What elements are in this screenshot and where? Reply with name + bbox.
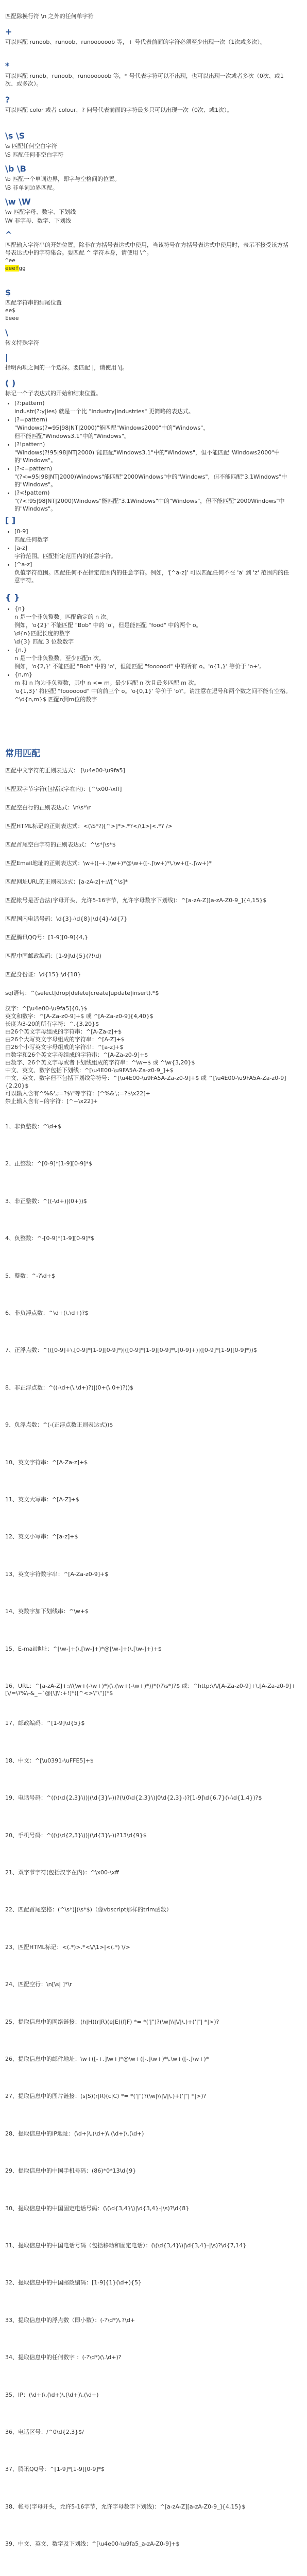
dollar-desc: 匹配字符串的结尾位置: [5, 299, 62, 306]
numbered-regex-item: 39、中文、英文、数字及下划线：^[\u4e00-\u9fa5_a-zA-Z0-9]+$: [5, 2540, 180, 2548]
paren-desc: 标记一个子表达式的开始和结束位置。: [5, 390, 101, 397]
word-section: [5, 197, 294, 225]
numbered-regex-item: 12、英文小写串：^[a-z]+$: [5, 1533, 78, 1540]
paren-symbol: ( ): [5, 378, 16, 388]
numbered-regex-item: 31、提取信息中的中国电话号码（包括移动和固定电话）：(\(\d{3,4}\)|\d{3,4}-|\s)?\d{7,14}: [5, 2242, 247, 2249]
pipe-section: [5, 352, 294, 371]
escape-symbol: \: [5, 328, 8, 337]
common-more-item: 中文、英文、数字包括下划线：^[\u4E00-\u9FA5A-Za-z0-9_]+$: [5, 1067, 174, 1074]
numbered-regex-item: 33、提取信息中的浮点数（即小数）：(-?\d*)\.?\d+: [5, 2316, 135, 2324]
numbered-regex-item: 35、IP：(\d+)\.(\d+)\.(\d+)\.(\d+): [5, 2391, 99, 2398]
word-line2: \W 非字母、数字、下划线: [5, 217, 72, 224]
common-match-heading: 常用匹配: [5, 749, 40, 759]
numbered-regex-item: 19、电话号码：^((\(\d{2,3}\))|(\d{3}\-))?(\(0\d{2,3}\)|0\d{2,3}-)?[1-9]\d{6,7}(\-\d{1,4})?$: [5, 1794, 262, 1802]
brace-item: \d{3} 匹配 3 位数数字: [14, 638, 74, 645]
word-line1: \w 匹配字母、数字、下划线: [5, 209, 76, 215]
common-more-item: 中文、英文、数字但不包括下划线等符号：^[\u4E00-\u9FA5A-Za-z0-9]+$ 或 ^[\u4E00-\u9FA5A-Za-z0-9]{2,20}$: [5, 1075, 286, 1089]
paren-item: "(?<=95|98|NT|2000)Windows"能匹配"2000Windows"中的"Windows"，但不能匹配"3.1Windows"中的"Windows"。: [14, 473, 287, 488]
escape-desc: 转义特殊字符: [5, 340, 39, 346]
brace-item: 例如，'o{2,}' 不能匹配 "Bob" 中的 'o'，但能匹配 "foooood" 中的所有 o。'o{1,}' 等价于 'o+'。: [14, 663, 265, 670]
common-item: 匹配网址URL的正则表达式：[a-zA-z]+://[^\s]*: [5, 878, 128, 885]
numbered-regex-item: 29、提取信息中的中国手机号码：(86)*0*13\d{9}: [5, 2167, 137, 2175]
numbered-regex-item: 1、非负整数：^\d+$: [5, 1123, 62, 1130]
numbered-regex-item: 4、负整数：^-[0-9]*[1-9][0-9]*$: [5, 1235, 94, 1242]
common-more-item: 由26个英文字母组成的字符串：^[A-Za-z]+$: [5, 1028, 122, 1035]
brace-item: • {n}: [14, 605, 294, 613]
dollar-example-full: Eeee: [5, 315, 19, 321]
common-more-item: sql语句：^(select|drop|delete|create|update|insert).*$: [5, 990, 159, 996]
common-more-item: 长度为3-20的所有字符：^.{3,20}$: [5, 1021, 99, 1027]
paren-item: • (?!pattern): [14, 440, 294, 448]
dollar-example-pattern: ee$: [5, 307, 15, 314]
common-item: 匹配国内电话号码：\d{3}-\d{8}|\d{4}-\d{7}: [5, 916, 128, 922]
paren-item: • (?<!pattern): [14, 489, 294, 497]
numbered-regex-item: 36、电话区号：/^0\d{2,3}$/: [5, 2429, 84, 2435]
common-more-item: 由26个小写英文字母组成的字符串：^[a-z]+$: [5, 1044, 124, 1050]
caret-example-pattern: ^ee: [5, 257, 15, 264]
common-more-item: 汉字：^[\u4e00-\u9fa5]{0,}$: [5, 1005, 88, 1012]
common-more-item: 英文和数字：^[A-Za-z0-9]+$ 或 ^[A-Za-z0-9]{4,40}$: [5, 1013, 154, 1020]
caret-symbol: ^: [5, 230, 12, 240]
brace-item: • {n,}: [14, 646, 294, 654]
bracket-list: [5, 528, 294, 584]
bracket-symbol: [ ]: [5, 515, 16, 525]
brace-item: 例如，'o{2}' 不能匹配 "Bob" 中的 'o'，但是能匹配 "food" 中的两个 o。: [14, 622, 202, 629]
numbered-regex-item: 24、匹配空行：\n[\s| ]*\r: [5, 1981, 72, 1988]
bracket-item: • [0-9]: [14, 528, 294, 535]
numbered-regex-item: 8、非正浮点数：^((-\d+(\.\d+)?)|(0+(\.0+)?))$: [5, 1384, 134, 1391]
paren-item: "Windows(?=95|98|NT|2000)"能匹配"Windows2000"中的"Windows"，: [14, 425, 209, 431]
paren-item: • (?:pattern): [14, 399, 294, 407]
bracket-section: [5, 515, 294, 585]
numbered-regex-item: 2、正整数：^[0-9]*[1-9][0-9]*$: [5, 1160, 92, 1167]
star-section: [5, 61, 294, 88]
numbered-regex-item: 23、匹配HTML标记：<(.*)>.*<\/\1>|<(.*) \/>: [5, 1943, 130, 1951]
numbered-regex-item: 25、提取信息中的网络链接：(h|H)(r|R)(e|E)(f|F) *= *('|")?(\w|\\|\/|\.)+('|"| *|>)?: [5, 2018, 219, 2025]
numbered-regex-item: 20、手机号码：^((\(\d{2,3}\))|(\d{3}\-))?13\d{9}$: [5, 1832, 147, 1839]
numbered-regex-item: 11、英文大写串：^[A-Z]+$: [5, 1496, 79, 1503]
caret-example-rest: gg: [19, 265, 26, 272]
caret-section: [5, 230, 294, 272]
common-item: 匹配中文字符的正则表达式： [\u4e00-\u9fa5]: [5, 767, 125, 774]
numbered-regex-item: 22、匹配首尾空格：(^\s*)|(\s*$)（像vbscript那样的trim函数）: [5, 1906, 172, 1913]
plus-symbol: +: [5, 27, 12, 37]
dollar-example-text: [5, 314, 294, 322]
common-more-item: 禁止输入含有~的字符：[^~\x22]+: [5, 1098, 98, 1105]
escape-section: [5, 328, 294, 347]
common-more-item: [5, 997, 294, 1005]
numbered-regex-item: 13、英文字符数字串：^[A-Za-z0-9]+$: [5, 1570, 109, 1578]
common-item: 匹配首尾空白字符的正则表达式：^\s*|\s*$: [5, 841, 116, 848]
common-item: 匹配双字节字符(包括汉字在内)：[^\x00-\xff]: [5, 786, 122, 792]
numbered-regex-item: 30、提取信息中的中国固定电话号码：(\(\d{3,4}\)|\d{3,4}-|\s)?\d{8}: [5, 2205, 190, 2212]
numbered-regex-item: 27、提取信息中的图片链接：(s|S)(r|R)(c|C) *= *('|")?(\w|\\|\/|\.)+('|"| *|>)?: [5, 2093, 207, 2100]
numbered-regex-item: 17、邮政编码：^[1-9]\d{5}$: [5, 1720, 85, 1727]
common-more-list: [5, 989, 294, 1105]
boundary-symbol: \b \B: [5, 164, 26, 174]
dot-desc: 匹配除换行符 \n 之外的任何单字符: [5, 13, 94, 20]
boundary-line1: \b 匹配一个单词边界，即字与空格间的位置。: [5, 176, 121, 182]
plus-desc: 可以匹配 runoob、runoob、runoooooob 等，+ 号代表前面的字符必须至少出现一次（1次或多次）。: [5, 39, 266, 45]
common-item: 匹配Email地址的正则表达式：\w+([-+.]\w+)*@\w+([-.]\w+)*\.\w+([-.]\w+)*: [5, 860, 212, 867]
word-symbol: \w \W: [5, 197, 31, 207]
numbered-regex-item: 14、英数字加下划线串：^\w+$: [5, 1608, 89, 1615]
common-more-item: 由数字、26个英文字母或者下划线组成的字符串：^\w+$ 或 ^\w{3,20}$: [5, 1059, 195, 1066]
common-match-list: [5, 767, 294, 989]
pipe-desc: 指明两项之间的一个选择。要匹配 |，请使用 \|。: [5, 364, 128, 371]
numbered-regex-item: 32、提取信息中的中国邮政编码：[1-9]{1}(\d+){5}: [5, 2279, 142, 2286]
bracket-item: • [^a-z]: [14, 561, 294, 568]
caret-desc: 匹配输入字符串的开始位置，除非在方括号表达式中使用，当该符号在方括号表达式中使用时，表示不接受该方括号表达式中的字符集合。要匹配 ^ 字符本身，请使用 \^。: [5, 242, 288, 256]
brace-list: [5, 605, 294, 703]
common-item: 匹配帐号是否合法(字母开头，允许5-16字节，允许字母数字下划线)：^[a-zA-Z][a-zA-Z0-9_]{4,15}$: [5, 897, 267, 904]
question-desc: 可以匹配 color 或者 colour，? 问号代表前面的字符最多只可以出现一次（0次、或1次）。: [5, 107, 233, 113]
question-symbol: ?: [5, 95, 10, 105]
caret-example-text: [5, 264, 294, 272]
numbered-regex-item: 18、中文：^[\u0391-\uFFE5]+$: [5, 1757, 94, 1764]
numbered-regex-item: 15、E-mail地址：^[\w-]+(\.[\w-]+)*@[\w-]+(\.[\w-]+)+$: [5, 1645, 162, 1652]
common-item: 匹配HTML标记的正则表达式：<(\S*?)[^>]*>.*?</\1>|<.*? />: [5, 823, 173, 829]
numbered-regex-item: 16、URL：^[a-zA-Z]+://(\w+(-\w+)*)(\.(\w+(-\w+)*))*(\?\s*)?$ 或：^http:\/\/[A-Za-z0-9]+\.[A-Za-z0-9]+[\/=\?%\-&_~`@[\]\':+!]*([^<>\"\"])*$: [5, 1683, 296, 1697]
bracket-item: 负值字符范围。匹配任何不在指定范围内的任意字符。例如，'[^a-z]' 可以匹配任何不在 'a' 到 'z' 范围内的任意字符。: [14, 569, 289, 584]
common-more-item: 由26个大写英文字母组成的字符串：^[A-Z]+$: [5, 1036, 125, 1043]
caret-example-highlight: eeef: [5, 265, 19, 272]
numbered-regex-item: 6、非负浮点数：^\d+(\.\d+)?$: [5, 1310, 89, 1316]
paren-item: • (?=pattern): [14, 416, 294, 423]
brace-item: 'o{1,3}' 将匹配 "fooooood" 中的前三个 o。'o{0,1}' 等价于 'o?'。请注意在逗号和两个数之间不能有空格。: [14, 688, 292, 694]
common-item: 匹配中国邮政编码：[1-9]\d{5}(?!\d): [5, 953, 101, 959]
plus-section: [5, 27, 294, 46]
numbered-regex-item: 3、非正整数：^((-\d+)|(0+))$: [5, 1197, 87, 1205]
paren-section: [5, 378, 294, 513]
whitespace-line2: \S 匹配任何非空白字符: [5, 151, 64, 158]
pipe-symbol: |: [5, 352, 8, 362]
paren-item: • (?<=pattern): [14, 465, 294, 472]
numbered-regex-item: 26、提取信息中的邮件地址：\w+([-+.]\w+)*@\w+([-.]\w+)*\.\w+([-.]\w+)*: [5, 2056, 209, 2062]
numbered-regex-item: 37、腾讯QQ号：^[1-9]*[1-9][0-9]*$: [5, 2466, 105, 2473]
brace-item: n 是一个非负整数。至少匹配n 次。: [14, 655, 105, 662]
paren-list: [5, 399, 294, 513]
numbered-regex-item: 7、正浮点数：^(([0-9]+\.[0-9]*[1-9][0-9]*)|([0-9]*[1-9][0-9]*\.[0-9]+)|([0-9]*[1-9][0-9]*))$: [5, 1347, 257, 1354]
brace-item: ^\d{n,m}$ 匹配n到m位的数字: [14, 696, 97, 703]
star-desc: 可以匹配 runob、runoob、runoooooob 等，* 号代表字符可以不出现，也可以出现一次或者多次（0次、或1次、或多次）。: [5, 73, 284, 87]
question-section: [5, 95, 294, 114]
numbered-regex-item: 28、提取信息中的IP地址：(\d+)\.(\d+)\.(\d+)\.(\d+): [5, 2130, 144, 2137]
dollar-symbol: $: [5, 287, 11, 297]
paren-item: 但不能匹配"Windows3.1"中的"Windows"。: [14, 433, 130, 439]
boundary-line2: \B 非单词边界匹配。: [5, 184, 58, 191]
bracket-item: 匹配任何数字: [14, 536, 48, 543]
numbered-regex-item: 9、负浮点数：^(-(正浮点数正则表达式))$: [5, 1421, 113, 1429]
brace-item: • {n,m}: [14, 671, 294, 679]
common-item: 匹配腾讯QQ号：[1-9][0-9]{4,}: [5, 934, 88, 941]
common-item: 匹配身份证：\d{15}|\d{18}: [5, 971, 81, 978]
brace-item: m 和 n 均为非负整数，其中 n <= m。最少匹配 n 次且最多匹配 m 次。: [14, 680, 200, 686]
bracket-item: 字符范围。匹配指定范围内的任意字符。: [14, 553, 116, 560]
brace-symbol: { }: [5, 592, 20, 602]
numbered-regex-item: 38、帐号(字母开头，允许5-16字节，允许字母数字下划线)：^[a-zA-Z][a-zA-Z0-9_]{4,15}$: [5, 2503, 246, 2510]
whitespace-line1: \s 匹配任何空白字符: [5, 143, 57, 149]
whitespace-section: [5, 131, 294, 159]
numbered-regex-item: 21、双字节字符(包括汉字在内)：^\x00-\xff: [5, 1869, 119, 1876]
paren-item: "Windows(?!95|98|NT|2000)"能匹配"Windows3.1"中的"Windows"，但不能匹配"Windows2000"中的"Windows"。: [14, 449, 280, 464]
dot-section: [5, 11, 294, 20]
brace-section: [5, 592, 294, 704]
paren-item: industr(?:y|ies) 就是一个比 "industry|industries" 更简略的表达式。: [14, 408, 194, 415]
numbered-regex-item: 34、提取信息中的任何数字 ：(-?\d*)(\.\d+)?: [5, 2354, 122, 2361]
whitespace-symbol: \s \S: [5, 131, 25, 141]
common-more-item: 可以输入含有^%&',;=?$\"等字符：[^%&',;=?$\x22]+: [5, 1090, 150, 1097]
common-item: 匹配空白行的正则表达式：\n\s*\r: [5, 804, 91, 811]
numbered-regex-item: 10、英文字符串：^[A-Za-z]+$: [5, 1459, 88, 1466]
brace-item: n 是一个非负整数。匹配确定的 n 次。: [14, 614, 112, 620]
bracket-item: • [a-z]: [14, 544, 294, 552]
boundary-section: [5, 164, 294, 192]
paren-item: "(?<!95|98|NT|2000)Windows"能匹配"3.1Windows"中的"Windows"，但不能匹配"2000Windows"中的"Windows"。: [14, 498, 285, 512]
common-more-item: 由数字和26个英文字母组成的字符串：^[A-Za-z0-9]+$: [5, 1052, 148, 1058]
dollar-section: [5, 287, 294, 322]
numbered-regex-item: 5、整数：^-?\d+$: [5, 1272, 55, 1279]
brace-item: \d{n}匹配长度的数字: [14, 630, 71, 637]
star-symbol: *: [5, 61, 10, 71]
